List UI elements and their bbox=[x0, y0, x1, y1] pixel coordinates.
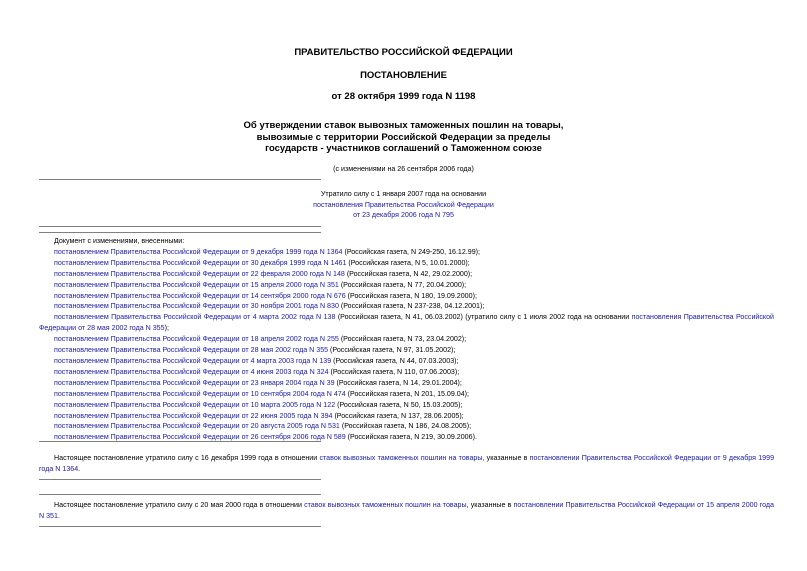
amendment-source: (Российская газета, N 44, 07.03.2003); bbox=[331, 356, 459, 365]
duties-link[interactable]: ставок вывозных таможенных пошлин на товары bbox=[319, 454, 483, 462]
title-line: Об утверждении ставок вывозных таможенных пошлин на товары, bbox=[243, 120, 564, 131]
note-paragraph-2 bbox=[39, 500, 774, 522]
document-type: ПОСТАНОВЛЕНИЕ bbox=[360, 70, 447, 81]
list-item bbox=[39, 269, 774, 280]
list-item bbox=[39, 400, 774, 411]
amendment-source: (Российская газета, N 73, 23.04.2002); bbox=[338, 335, 467, 344]
amendment-link[interactable]: постановлением Правительства Российской Федерации от 22 июня 2005 года N 394 bbox=[54, 411, 333, 420]
amendment-source: (Российская газета, N 201, 15.09.04); bbox=[345, 389, 470, 398]
government-heading: ПРАВИТЕЛЬСТВО РОССИЙСКОЙ ФЕДЕРАЦИИ bbox=[294, 47, 513, 58]
amendment-link[interactable]: постановлением Правительства Российской Федерации от 22 февраля 2000 года N 148 bbox=[54, 269, 345, 278]
list-item bbox=[39, 291, 774, 302]
amendment-source: (Российская газета, N 14, 29.01.2004); bbox=[334, 378, 462, 387]
list-item bbox=[39, 356, 774, 367]
amendment-source: (Российская газета, N 137, 28.06.2005); bbox=[332, 411, 464, 420]
list-item bbox=[39, 301, 774, 312]
expiry-block bbox=[0, 189, 807, 221]
note-text: . bbox=[57, 511, 60, 520]
amendment-link[interactable]: постановлением Правительства Российской Федерации от 26 сентября 2006 года N 589 bbox=[54, 433, 346, 442]
list-item bbox=[39, 421, 774, 432]
divider bbox=[39, 232, 321, 233]
amendment-source: (Российская газета, N 77, 20.04.2000); bbox=[338, 280, 467, 289]
list-item bbox=[39, 334, 774, 345]
duties-link[interactable]: ставок вывозных таможенных пошлин на товары bbox=[304, 501, 467, 509]
title-line: государств - участников соглашений о Таможенном союзе bbox=[265, 143, 542, 154]
amendment-source: (Российская газета, N 110, 07.06.2003); bbox=[328, 367, 460, 376]
list-item bbox=[39, 378, 774, 389]
amendment-link[interactable]: постановлением Правительства Российской Федерации от 4 марта 2002 года N 138 bbox=[54, 313, 336, 322]
amendment-source: (Российская газета, N 219, 30.09.2006). bbox=[345, 433, 477, 442]
note-text: , указанные в bbox=[466, 501, 514, 509]
amendment-source: (Российская газета, N 97, 31.05.2002); bbox=[328, 346, 456, 355]
list-item bbox=[39, 389, 774, 400]
amendment-link[interactable]: постановлением Правительства Российской Федерации от 10 марта 2005 года N 122 bbox=[54, 400, 336, 409]
amended-note: (с изменениями на 26 сентября 2006 года) bbox=[333, 165, 474, 173]
repeal-link[interactable]: постановления Правительства Российской Федерации от 28 мая 2002 года N 355 bbox=[39, 313, 775, 333]
changes-intro: Документ с изменениями, внесенными: bbox=[54, 237, 185, 245]
amendment-link[interactable]: постановлением Правительства Российской Федерации от 9 декабря 1999 года N 1364 bbox=[54, 247, 343, 256]
list-item bbox=[39, 411, 774, 422]
amendment-source: (Российская газета, N 5, 10.01.2000); bbox=[346, 258, 470, 267]
amendment-tail: ); bbox=[164, 324, 169, 333]
resolution-link[interactable]: постановлении Правительства Российской Федерации от 9 декабря 1999 года N 1364 bbox=[39, 454, 775, 473]
amendment-source: (Российская газета, N 249-250, 16.12.99); bbox=[342, 247, 481, 256]
amendment-link[interactable]: постановлением Правительства Российской Федерации от 23 января 2004 года N 39 bbox=[54, 378, 335, 387]
list-item bbox=[39, 367, 774, 378]
note-text: , указанные в bbox=[482, 454, 530, 462]
amendment-source: (Российская газета, N 237-238, 04.12.2001); bbox=[338, 302, 485, 311]
amendment-link[interactable]: постановлением Правительства Российской Федерации от 20 августа 2005 года N 531 bbox=[54, 422, 340, 431]
expiry-link-date[interactable]: от 23 декабря 2006 года N 795 bbox=[353, 211, 454, 219]
amendment-source: (Российская газета, N 42, 29.02.2000); bbox=[344, 269, 473, 278]
expiry-link[interactable]: постановления Правительства Российской Федерации bbox=[313, 200, 494, 209]
amendment-source: (Российская газета, N 186, 24.08.2005); bbox=[339, 422, 472, 431]
amendment-source: (Российская газета, N 41, 06.03.2002) (утратило силу с 1 июля 2002 года на основании bbox=[335, 313, 632, 322]
list-item bbox=[39, 280, 774, 291]
note-paragraph-1 bbox=[39, 453, 774, 475]
list-item bbox=[39, 258, 774, 269]
amendment-link[interactable]: постановлением Правительства Российской Федерации от 30 ноября 2001 года N 830 bbox=[54, 302, 339, 311]
divider bbox=[39, 441, 321, 442]
divider bbox=[39, 526, 321, 527]
divider bbox=[39, 226, 321, 227]
amendment-link[interactable]: постановлением Правительства Российской Федерации от 15 апреля 2000 года N 351 bbox=[54, 280, 339, 289]
changes-list bbox=[39, 236, 774, 443]
document-date-number: от 28 октября 1999 года N 1198 bbox=[331, 91, 476, 102]
amendment-link[interactable]: постановлением Правительства Российской Федерации от 30 декабря 1999 года N 1461 bbox=[54, 258, 347, 267]
amendment-link[interactable]: постановлением Правительства Российской Федерации от 4 марта 2003 года N 139 bbox=[54, 356, 332, 365]
note-text: . bbox=[78, 464, 81, 473]
amendment-source: (Российская газета, N 180, 19.09.2000); bbox=[345, 291, 477, 300]
divider bbox=[39, 494, 321, 495]
expiry-text: Утратило силу с 1 января 2007 года на основании bbox=[320, 190, 487, 198]
list-item bbox=[39, 247, 774, 258]
amendment-link[interactable]: постановлением Правительства Российской Федерации от 14 сентября 2000 года N 676 bbox=[54, 291, 346, 300]
document-title bbox=[0, 120, 807, 155]
note-text: Настоящее постановление утратило силу с 16 декабря 1999 года в отношении bbox=[54, 454, 320, 462]
amendment-source: (Российская газета, N 50, 15.03.2005); bbox=[335, 400, 463, 409]
title-line: вывозимые с территории Российской Федерации за пределы bbox=[256, 131, 551, 143]
list-item bbox=[39, 345, 774, 356]
amendment-link[interactable]: постановлением Правительства Российской Федерации от 10 сентября 2004 года N 474 bbox=[54, 389, 346, 398]
list-item bbox=[39, 312, 774, 334]
amendment-link[interactable]: постановлением Правительства Российской Федерации от 4 июня 2003 года N 324 bbox=[54, 367, 329, 376]
amendment-link[interactable]: постановлением Правительства Российской Федерации от 28 мая 2002 года N 355 bbox=[54, 346, 329, 355]
note-text: Настоящее постановление утратило силу с 20 мая 2000 года в отношении bbox=[54, 501, 305, 509]
resolution-link[interactable]: постановлении Правительства Российской Федерации от 15 апреля 2000 года N 351 bbox=[39, 501, 774, 520]
amendment-link[interactable]: постановлением Правительства Российской Федерации от 18 апреля 2002 года N 255 bbox=[54, 335, 339, 344]
divider bbox=[39, 179, 321, 180]
divider bbox=[39, 479, 321, 480]
